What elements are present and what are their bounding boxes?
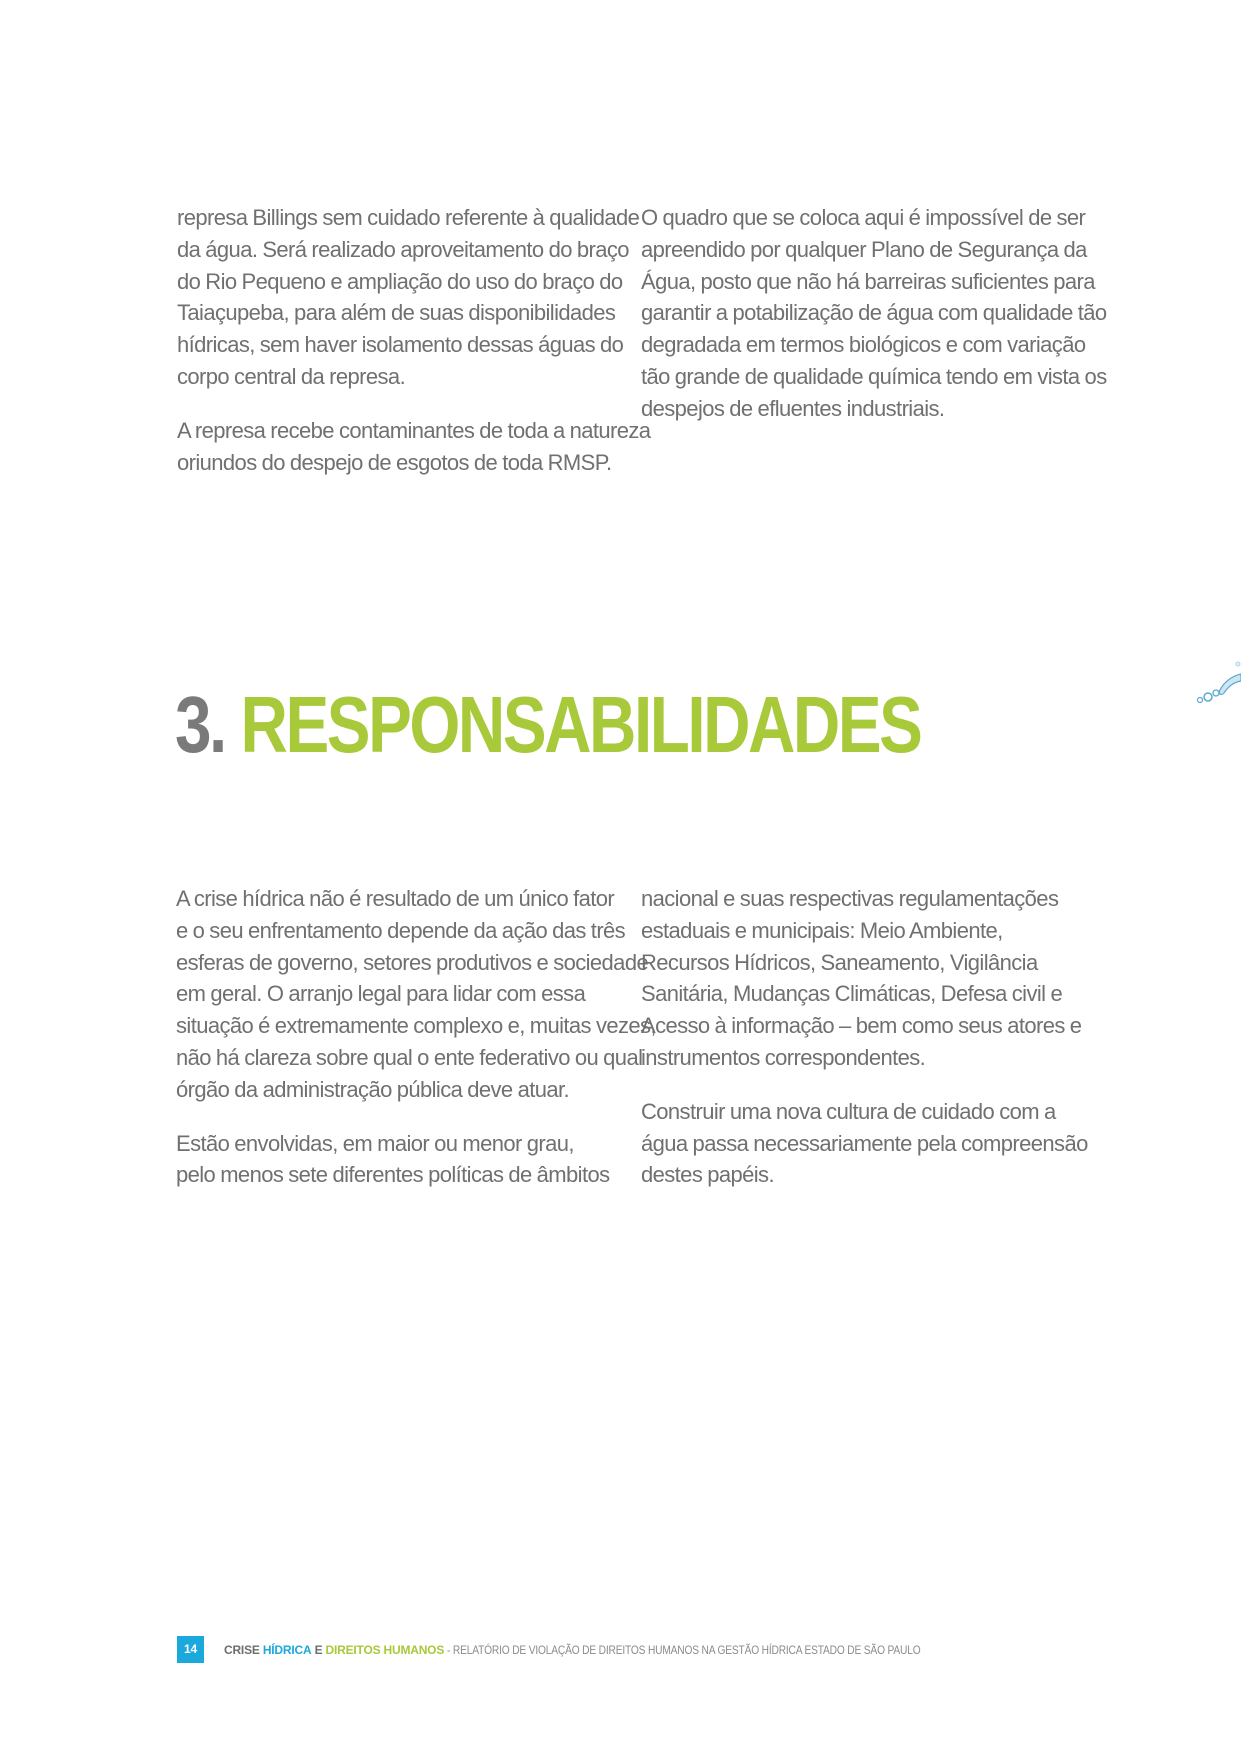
text-line: não há clareza sobre qual o ente federativo ou qual <box>176 1044 643 1070</box>
text-line: nacional e suas respectivas regulamentações <box>641 886 1059 911</box>
text-line: instrumentos correspondentes. <box>641 1044 926 1070</box>
text-line: destes papéis. <box>641 1162 774 1188</box>
text-line: apreendido por qualquer Plano de Segurança da <box>641 236 1087 262</box>
text-line: garantir a potabilização de água com qualidade tão <box>641 300 1107 326</box>
text-line: A represa recebe contaminantes de toda a natureza <box>177 417 651 443</box>
text-line: estaduais e municipais: Meio Ambiente, <box>641 917 1003 943</box>
section-title: RESPONSABILIDADES <box>240 680 921 769</box>
text-line: Estão envolvidas, em maior ou menor grau, <box>176 1130 574 1156</box>
section-number: 3. <box>175 680 225 769</box>
text-line: hídricas, sem haver isolamento dessas águas do <box>177 332 624 358</box>
text-line: água passa necessariamente pela compreensão <box>641 1130 1088 1156</box>
text-column-top-left <box>177 202 651 500</box>
paragraph <box>176 883 656 1106</box>
text-line: tão grande de qualidade química tendo em vista os <box>641 363 1107 389</box>
paragraph <box>641 1096 1088 1191</box>
paragraph <box>177 415 651 479</box>
text-line: Água, posto que não há barreiras suficientes para <box>641 268 1095 294</box>
footer-crise: CRISE <box>224 1642 260 1657</box>
text-line: A crise hídrica não é resultado de um único fator <box>176 886 615 911</box>
text-line: Acesso à informação – bem como seus atores e <box>641 1013 1082 1039</box>
text-line: órgão da administração pública deve atuar. <box>176 1076 570 1102</box>
text-line: Recursos Hídricos, Saneamento, Vigilância <box>641 949 1038 975</box>
paragraph <box>641 883 1081 1074</box>
footer-subtitle: - RELATÓRIO DE VIOLAÇÃO DE DIREITOS HUMANOS NA GESTÃO HÍDRICA ESTADO DE SÃO PAULO <box>447 1642 921 1657</box>
paragraph <box>641 202 1107 425</box>
text-line: e o seu enfrentamento depende da ação das três <box>176 917 626 943</box>
footer-hidrica: HÍDRICA <box>262 1642 312 1657</box>
text-line: esferas de governo, setores produtivos e sociedade <box>176 949 649 975</box>
text-line: Construir uma nova cultura de cuidado com a <box>641 1098 1056 1124</box>
text-line: represa Billings sem cuidado referente à qualidade <box>177 205 640 230</box>
text-column-bottom-right <box>641 883 1088 1213</box>
text-column-top-right <box>641 202 1107 447</box>
text-line: da água. Será realizado aproveitamento do braço <box>177 236 629 262</box>
text-line: do Rio Pequeno e ampliação do uso do braço do <box>177 268 623 294</box>
water-splash-icon <box>1188 660 1241 710</box>
text-line: em geral. O arranjo legal para lidar com essa <box>176 981 586 1007</box>
footer-direitos-humanos: DIREITOS HUMANOS <box>325 1642 445 1657</box>
text-line: Taiaçupeba, para além de suas disponibilidades <box>177 300 616 326</box>
section-heading <box>175 680 920 770</box>
footer <box>177 1636 1004 1663</box>
text-line: despejos de efluentes industriais. <box>641 395 945 421</box>
text-line: corpo central da represa. <box>177 363 406 389</box>
text-column-bottom-left <box>176 883 656 1213</box>
text-line: oriundos do despejo de esgotos de toda RMSP. <box>177 449 612 475</box>
text-line: pelo menos sete diferentes políticas de âmbitos <box>176 1162 610 1188</box>
text-line: degradada em termos biológicos e com variação <box>641 332 1086 358</box>
paragraph <box>177 202 640 393</box>
text-line: Sanitária, Mudanças Climáticas, Defesa civil e <box>641 981 1063 1007</box>
text-line: O quadro que se coloca aqui é impossível de ser <box>641 205 1086 230</box>
footer-e: E <box>314 1642 323 1657</box>
text-line: situação é extremamente complexo e, muitas vezes, <box>176 1013 656 1039</box>
page-number: 14 <box>177 1636 204 1663</box>
paragraph <box>176 1128 616 1192</box>
